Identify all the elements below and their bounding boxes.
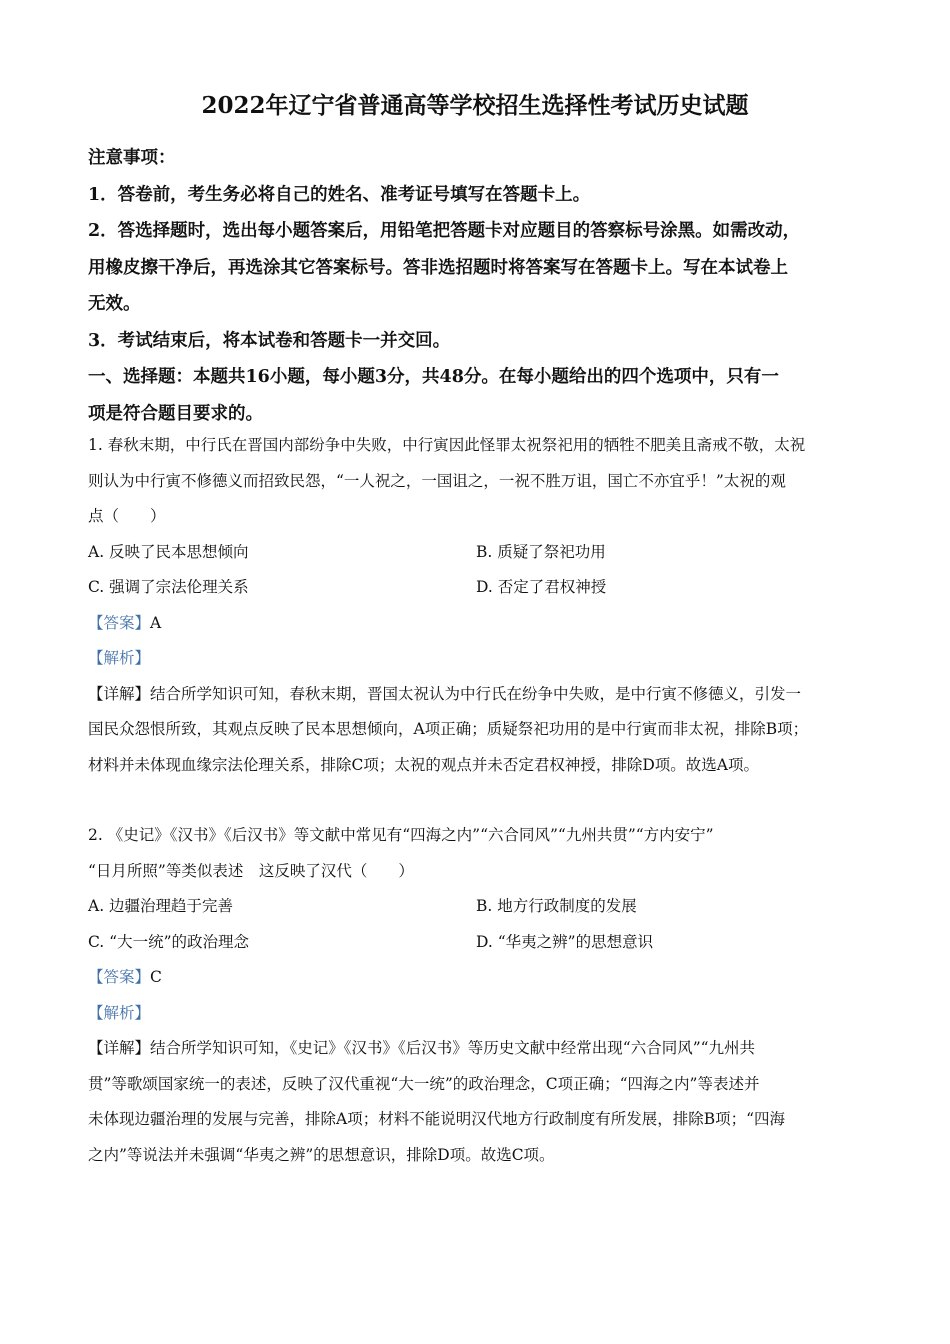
option-a: A. 边疆治理趋于完善: [88, 897, 234, 915]
analysis-tag: 【解析】: [88, 649, 151, 667]
questions-list: [88, 428, 868, 1173]
analysis-line: [88, 996, 868, 1032]
answer-tag: 【答案】: [88, 968, 151, 986]
detail-text: 材料并未体现血缘宗法伦理关系，排除C项；太祝的观点并未否定君权神授，排除D项。故选A项。: [88, 755, 759, 774]
option-d: D. 否定了君权神授: [476, 578, 607, 596]
notice-heading: 注意事项：: [88, 148, 176, 168]
detail-text: 结合所学知识可知，《史记》《汉书》《后汉书》等历史文献中经常出现“六合同风”“九州共: [150, 1039, 756, 1057]
detail-text: 国民众怨恨所致，其观点反映了民本思想倾向，A项正确；质疑祭祀功用的是中行寅而非太祝，排除B项；: [88, 720, 809, 738]
notice-item: 用橡皮擦干净后，再选涂其它答案标号。答非选招题时将答案写在答题卡上。写在本试卷上: [88, 257, 788, 278]
answer-value: A: [150, 613, 162, 632]
detail-tag: 【详解】: [88, 1039, 151, 1057]
option-row: [88, 889, 868, 925]
answer-line: [88, 960, 868, 996]
analysis-line: [88, 641, 868, 677]
option-d: D. “华夷之辨”的思想意识: [476, 932, 654, 951]
detail-text: 贯”等歌颂国家统一的表述，反映了汉代重视“大一统”的政治理念，C项正确；“四海之内”等表述并: [88, 1074, 760, 1093]
option-c: C. 强调了宗法伦理关系: [88, 578, 249, 596]
question-stem: 点（ ）: [88, 507, 166, 525]
question-2: [88, 818, 868, 1173]
question-stem: 则认为中行寅不修德义而招致民怨，“一人祝之，一国诅之，一祝不胜万诅，国亡不亦宜乎！”太祝的观: [88, 471, 786, 490]
option-row: [88, 570, 868, 606]
option-c: C. “大一统”的政治理念: [88, 932, 250, 951]
question-stem: 2. 《史记》《汉书》《后汉书》等文献中常见有“四海之内”“六合同风”“九州共贯”“方内安宁”: [88, 826, 714, 844]
section-heading: 项是符合题目要求的。: [88, 403, 263, 424]
question-1: [88, 428, 868, 783]
option-b: B. 地方行政制度的发展: [476, 897, 637, 915]
detail-line: [88, 1031, 868, 1067]
answer-value: C: [150, 968, 162, 986]
question-stem: 1. 春秋末期，中行氏在晋国内部纷争中失败，中行寅因此怪罪太祝祭祀用的牺牲不肥美且斋戒不敬，太祝: [88, 436, 806, 454]
notice-item: 2．答选择题时，选出每小题答案后，用铅笔把答题卡对应题目的答察标号涂黑。如需改动，: [88, 221, 801, 241]
option-row: [88, 925, 868, 961]
option-row: [88, 535, 868, 571]
notice-item: 3．考试结束后，将本试卷和答题卡一并交回。: [88, 330, 451, 351]
notice-item: 无效。: [88, 294, 141, 314]
question-stem: “日月所照”等类似表述 这反映了汉代（ ）: [88, 861, 414, 880]
option-b: B. 质疑了祭祀功用: [476, 542, 606, 561]
option-a: A. 反映了民本思想倾向: [88, 542, 249, 561]
notice-section: [88, 140, 863, 432]
answer-tag: 【答案】: [88, 613, 151, 632]
detail-text: 未体现边疆治理的发展与完善，排除A项；材料不能说明汉代地方行政制度有所发展，排除B项；“四海: [88, 1110, 786, 1128]
section-heading: 一、选择题：本题共16小题，每小题3分，共48分。在每小题给出的四个选项中，只有一: [88, 367, 779, 387]
detail-line: [88, 677, 868, 713]
detail-tag: 【详解】: [88, 684, 151, 703]
analysis-tag: 【解析】: [88, 1003, 151, 1022]
answer-line: [88, 606, 868, 642]
page-title: 2022年辽宁省普通高等学校招生选择性考试历史试题: [201, 92, 749, 119]
notice-item: 1．答卷前，考生务必将自己的姓名、准考证号填写在答题卡上。: [88, 184, 591, 205]
detail-text: 结合所学知识可知，春秋末期，晋国太祝认为中行氏在纷争中失败，是中行寅不修德义，引发一: [150, 684, 802, 703]
detail-text: 之内”等说法并未强调“华夷之辨”的思想意识，排除D项。故选C项。: [88, 1145, 555, 1164]
